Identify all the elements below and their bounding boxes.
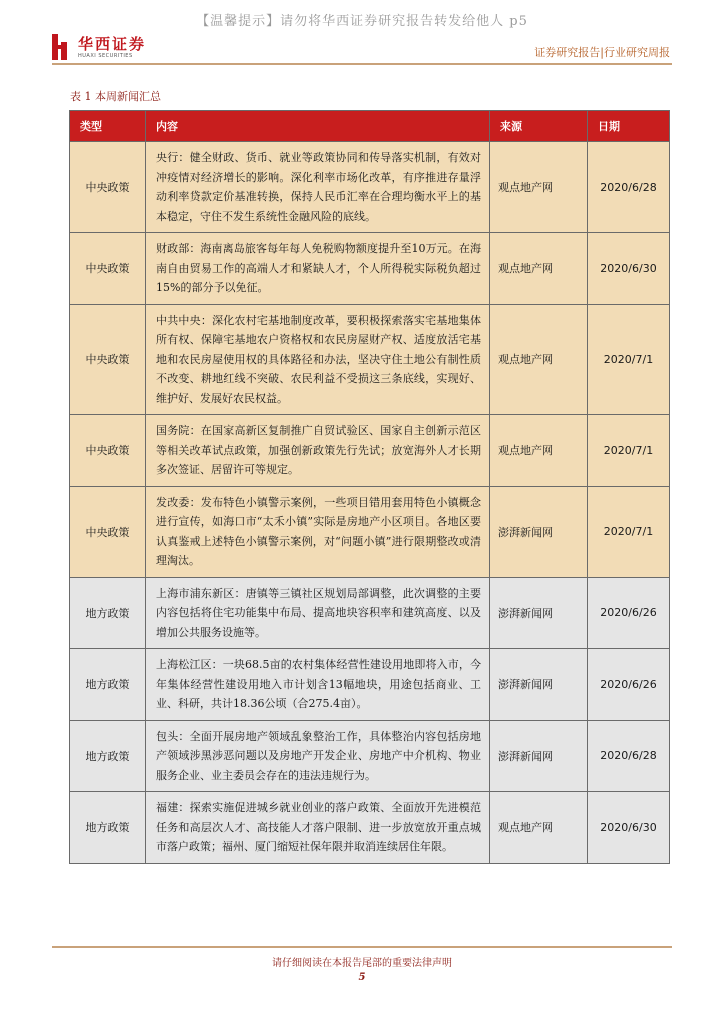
content-cell: 发改委：发布特色小镇警示案例，一些项目错用套用特色小镇概念进行宣传，如海口市“太禾小镇”实际是房地产小区项目。各地区要认真鉴戒上述特色小镇警示案例，对“问题小镇”进行限期整改或清理淘汰。 — [146, 486, 490, 577]
legal-notice: 请仔细阅读在本报告尾部的重要法律声明 — [272, 958, 452, 969]
type-cell: 中央政策 — [70, 233, 146, 305]
date-cell: 2020/6/26 — [588, 649, 670, 721]
date-cell: 2020/6/28 — [588, 720, 670, 792]
logo-name-en: HUAXI SECURITIES — [78, 52, 133, 59]
header-type: 类型 — [70, 111, 146, 142]
date-cell: 2020/6/26 — [588, 577, 670, 649]
content-cell: 包头：全面开展房地产领域乱象整治工作，具体整治内容包括房地产领域涉黑涉恶问题以及房地产开发企业、房地产中介机构、物业服务企业、业主委员会存在的违法违规行为。 — [146, 720, 490, 792]
source-cell: 观点地产网 — [490, 792, 588, 864]
source-cell: 澎湃新闻网 — [490, 486, 588, 577]
header-date: 日期 — [588, 111, 670, 142]
table-row — [70, 792, 670, 864]
date-cell: 2020/7/1 — [588, 304, 670, 415]
logo-mark-icon — [52, 34, 72, 60]
page-number: 5 — [358, 972, 366, 983]
table-row — [70, 720, 670, 792]
source-cell: 观点地产网 — [490, 304, 588, 415]
source-cell: 观点地产网 — [490, 233, 588, 305]
content-cell: 中共中央：深化农村宅基地制度改革，要积极探索落实宅基地集体所有权、保障宅基地农户资格权和农民房屋财产权、适度放活宅基地和农民房屋使用权的具体路径和办法，坚决守住土地公有制性质不改变、耕地红线不突破、农民利益不受损这三条底线，实现好、维护好、发展好农民权益。 — [146, 304, 490, 415]
header-divider — [52, 63, 672, 65]
content-cell: 上海松江区：一块68.5亩的农村集体经营性建设用地即将入市，今年集体经营性建设用地入市计划含13幅地块，用途包括商业、工业、科研，共计18.36公顷（合275.4亩）。 — [146, 649, 490, 721]
source-cell: 观点地产网 — [490, 415, 588, 487]
table-title: 表 1 本周新闻汇总 — [70, 90, 161, 103]
type-cell: 地方政策 — [70, 720, 146, 792]
type-cell: 中央政策 — [70, 304, 146, 415]
date-cell: 2020/7/1 — [588, 486, 670, 577]
header-content: 内容 — [146, 111, 490, 142]
type-cell: 中央政策 — [70, 415, 146, 487]
table-row — [70, 233, 670, 305]
content-cell: 国务院：在国家高新区复制推广自贸试验区、国家自主创新示范区等相关改革试点政策，加强创新政策先行先试；放宽海外人才长期多次签证、居留许可等规定。 — [146, 415, 490, 487]
date-cell: 2020/6/28 — [588, 142, 670, 233]
table-row — [70, 415, 670, 487]
content-cell: 财政部：海南离岛旅客每年每人免税购物额度提升至10万元。在海南自由贸易工作的高端人才和紧缺人才，个人所得税实际税负超过15%的部分予以免征。 — [146, 233, 490, 305]
source-cell: 澎湃新闻网 — [490, 649, 588, 721]
logo-name-cn: 华西证券 — [78, 34, 147, 53]
type-cell: 中央政策 — [70, 142, 146, 233]
header-source: 来源 — [490, 111, 588, 142]
table-header-row — [70, 111, 670, 142]
source-cell: 澎湃新闻网 — [490, 720, 588, 792]
report-category: 证券研究报告|行业研究周报 — [534, 46, 670, 59]
news-table — [69, 110, 670, 864]
table-row — [70, 649, 670, 721]
table-row — [70, 486, 670, 577]
type-cell: 地方政策 — [70, 792, 146, 864]
table-body — [70, 142, 670, 864]
content-cell: 央行：健全财政、货币、就业等政策协同和传导落实机制，有效对冲疫情对经济增长的影响。深化利率市场化改革，有序推进存量浮动利率贷款定价基准转换，保持人民币汇率在合理均衡水平上的基本稳定，守住不发生系统性金融风险的底线。 — [146, 142, 490, 233]
company-logo — [52, 34, 146, 60]
watermark-text: 【温馨提示】请勿将华西证券研究报告转发给他人 p5 — [196, 14, 528, 29]
source-cell: 澎湃新闻网 — [490, 577, 588, 649]
date-cell: 2020/6/30 — [588, 792, 670, 864]
source-cell: 观点地产网 — [490, 142, 588, 233]
type-cell: 中央政策 — [70, 486, 146, 577]
table-row — [70, 304, 670, 415]
date-cell: 2020/6/30 — [588, 233, 670, 305]
date-cell: 2020/7/1 — [588, 415, 670, 487]
content-cell: 上海市浦东新区：唐镇等三镇社区规划局部调整，此次调整的主要内容包括将住宅功能集中布局、提高地块容积率和建筑高度、以及增加公共服务设施等。 — [146, 577, 490, 649]
type-cell: 地方政策 — [70, 577, 146, 649]
table-row — [70, 577, 670, 649]
type-cell: 地方政策 — [70, 649, 146, 721]
content-cell: 福建：探索实施促进城乡就业创业的落户政策、全面放开先进模范任务和高层次人才、高技能人才落户限制、进一步放宽放开重点城市落户政策；福州、厦门缩短社保年限并取消连续居住年限。 — [146, 792, 490, 864]
table-row — [70, 142, 670, 233]
footer-divider — [52, 946, 672, 948]
